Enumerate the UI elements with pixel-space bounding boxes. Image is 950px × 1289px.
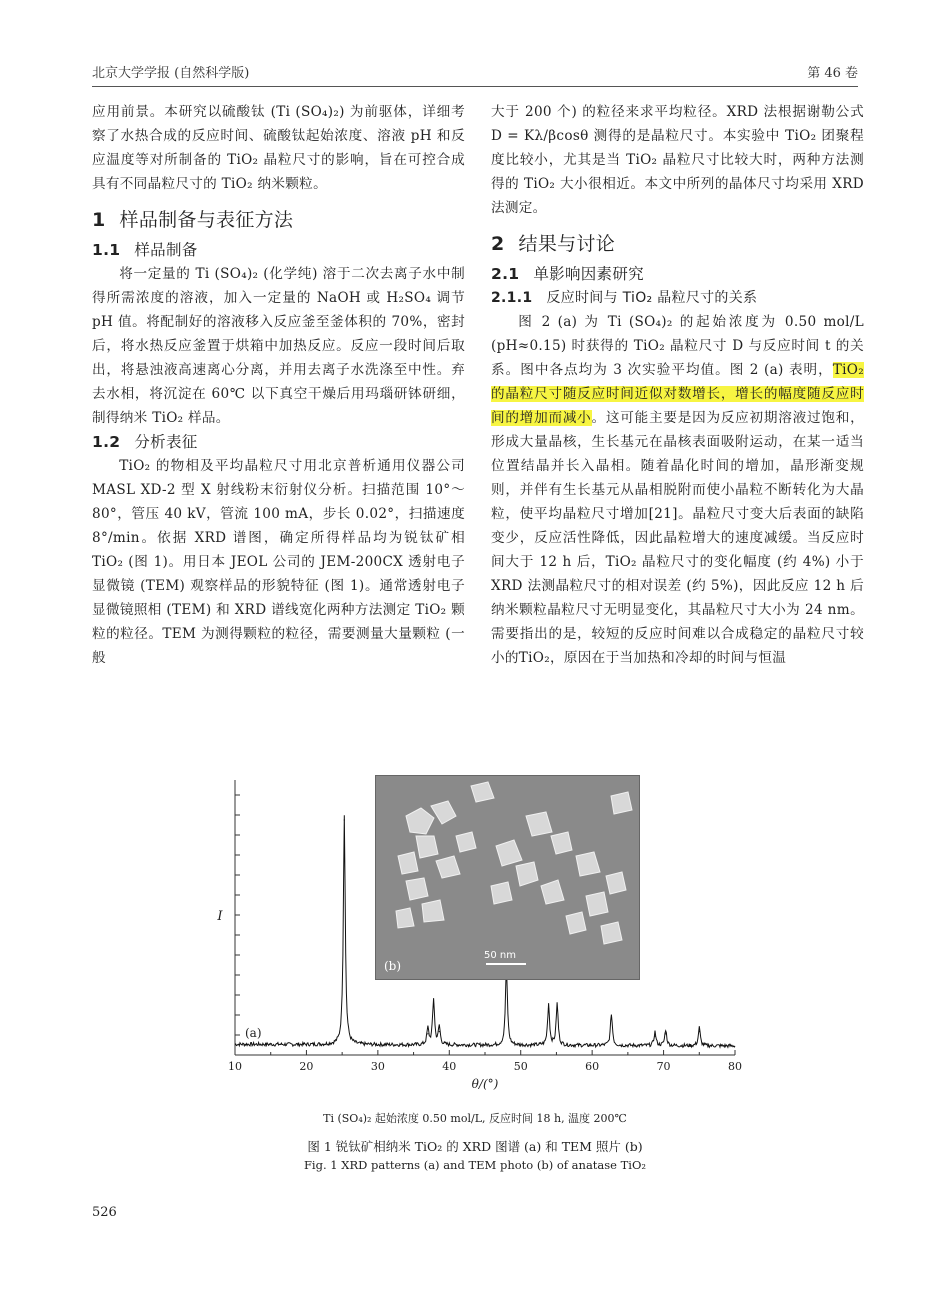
scale-bar xyxy=(486,963,526,965)
xrd-peak-point xyxy=(439,1031,440,1032)
figure-1 xyxy=(180,770,780,1110)
section-1-1-heading xyxy=(92,238,465,262)
x-tick-label: 60 xyxy=(585,1060,600,1073)
header-rule xyxy=(92,86,858,87)
xrd-peak-point xyxy=(557,1008,558,1009)
section-number: 1 xyxy=(92,209,106,231)
section-title: 结果与讨论 xyxy=(518,233,616,255)
xrd-peak-point xyxy=(611,1017,612,1018)
page-number: 526 xyxy=(92,1205,117,1220)
section-title: 反应时间与 TiO₂ 晶粒尺寸的关系 xyxy=(546,290,758,306)
text-run: 图 2 (a) 为 Ti (SO₄)₂ 的起始浓度为 0.50 mol/L (pH≈0.15) 时获得的 TiO₂ 晶粒尺寸 D 与反应时间 t 的关系。图中各点均为 3 次实验平均值。图 2 (a) 表明， xyxy=(491,314,864,378)
right-column xyxy=(491,100,864,670)
panel-b-label: (b) xyxy=(384,959,402,973)
highlighted-text[interactable]: TiO₂ 的晶粒尺寸随反应时间近似对数增长，增长的幅度随反应时间的增加而减小 xyxy=(491,362,864,426)
section-number: 2.1 xyxy=(491,265,520,283)
characterization-paragraph: TiO₂ 的物相及平均晶粒尺寸用北京普析通用仪器公司 MASL XD-2 型 X 射线粉末衍射仪分析。扫描范围 10°～80°，管压 40 kV，管流 100 mA，步长 0.02°，扫描速度 8°/min。依据 XRD 谱图，确定所得样品均为锐钛矿相 TiO₂ (图 1)。用日本 JEOL 公司的 JEM-200CX 透射电子显微镜 (TEM) 观察样品的形貌特征 (图 1)。通常透射电子显微镜照相 (TEM) 和 XRD 谱线宽化两种方法测定 TiO₂ 颗粒的粒径。TEM 为测得颗粒的粒径，需要测量大量颗粒 (一般 xyxy=(92,458,465,666)
y-axis-label: I xyxy=(217,909,223,924)
volume-label: 第 46 卷 xyxy=(807,66,858,81)
section-number: 2.1.1 xyxy=(491,290,533,306)
section-title: 样品制备与表征方法 xyxy=(119,209,294,231)
figure-caption-en: Fig. 1 XRD patterns (a) and TEM photo (b) of anatase TiO₂ xyxy=(303,1158,647,1172)
xrd-peak-point xyxy=(427,1033,428,1034)
section-number: 1.2 xyxy=(92,433,121,451)
section-number: 1.1 xyxy=(92,241,121,259)
reaction-time-paragraph xyxy=(491,310,864,670)
section-title: 分析表征 xyxy=(134,433,198,451)
tem-particles xyxy=(376,776,639,979)
left-column xyxy=(92,100,465,670)
figure-caption-cn: 图 1 锐钛矿相纳米 TiO₂ 的 XRD 图谱 (a) 和 TEM 照片 (b) xyxy=(307,1139,643,1154)
section-2-1-heading xyxy=(491,262,864,286)
x-tick-label: 10 xyxy=(228,1060,242,1073)
x-tick-label: 80 xyxy=(728,1060,742,1073)
x-tick-label: 40 xyxy=(442,1060,457,1073)
scale-bar-label: 50 nm xyxy=(484,950,516,961)
text-run: 。这可能主要是因为反应初期溶液过饱和，形成大量晶核，生长基元在晶核表面吸附运动，在某一适当位置结晶并长入晶相。随着晶化时间的增加，晶形渐变规则，并伴有生长基元从晶相脱附而使小晶粒不断转化为大晶粒，使平均晶粒尺寸增加[21]。晶粒尺寸变大后表面的缺陷变少，反应活性降低，因此晶粒增大的速度减缓。当反应时间大于 12 h 后，TiO₂ 晶粒尺寸的变化幅度 (约 4%) 小于 XRD 法测晶粒尺寸的相对误差 (约 5%)，因此反应 12 h 后纳米颗粒晶粒尺寸无明显变化，其晶粒尺寸大小为 24 nm。需要指出的是，较短的反应时间难以合成稳定的晶粒尺寸较小的TiO₂，原因在于当加热和冷却的时间与恒温 xyxy=(491,410,864,666)
section-title: 样品制备 xyxy=(134,241,198,259)
x-tick-label: 20 xyxy=(299,1060,314,1073)
intro-paragraph: 应用前景。本研究以硫酸钛 (Ti (SO₄)₂) 为前驱体，详细考察了水热合成的反应时间、硫酸钛起始浓度、溶液 pH 和反应温度等对所制备的 TiO₂ 晶粒尺寸的影响，旨在可控合成具有不同晶粒尺寸的 TiO₂ 纳米颗粒。 xyxy=(92,104,465,192)
x-tick-label: 50 xyxy=(513,1060,528,1073)
xrd-peak-point xyxy=(344,819,345,820)
running-header xyxy=(92,62,858,84)
continued-paragraph: 大于 200 个) 的粒径来求平均粒径。XRD 法根据谢勒公式 D = Kλ/βcosθ 测得的是晶粒尺寸。本实验中 TiO₂ 团聚程度比较小，尤其是当 TiO₂ 晶粒尺寸比较大时，两种方法测得的 TiO₂ 大小很相近。本文中所列的晶体尺寸均采用 XRD 法测定。 xyxy=(491,104,864,216)
x-axis-label: θ/(°) xyxy=(471,1077,499,1091)
figure-condition: Ti (SO₄)₂ 起始浓度 0.50 mol/L, 反应时间 18 h, 温度 200℃ xyxy=(323,1112,627,1125)
panel-a-label: (a) xyxy=(245,1026,262,1040)
section-number: 2 xyxy=(491,233,505,255)
x-tick-label: 30 xyxy=(370,1060,385,1073)
xrd-peak-point xyxy=(665,1033,666,1034)
x-tick-label: 70 xyxy=(656,1060,671,1073)
xrd-peak-point xyxy=(548,1008,549,1009)
section-1-heading xyxy=(92,208,465,232)
tem-photo xyxy=(375,775,640,980)
section-2-heading xyxy=(491,232,864,256)
section-1-2-heading xyxy=(92,430,465,454)
xrd-peak-point xyxy=(699,1031,700,1032)
journal-name: 北京大学学报 (自然科学版) xyxy=(92,66,250,81)
preparation-paragraph: 将一定量的 Ti (SO₄)₂ (化学纯) 溶于二次去离子水中制得所需浓度的溶液，加入一定量的 NaOH 或 H₂SO₄ 调节 pH 值。将配制好的溶液移入反应釜至釜体积的 70%，密封后，将水热反应釜置于烘箱中加热反应。反应一段时间后取出，将悬浊液高速离心分离，并用去离子水洗涤至中性。弃去水相，将沉淀在 60℃ 以下真空干燥后用玛瑙研钵研细，制得纳米 TiO₂ 样品。 xyxy=(92,266,465,426)
xrd-peak-point xyxy=(654,1036,655,1037)
xrd-peak-point xyxy=(433,1003,434,1004)
section-title: 单影响因素研究 xyxy=(533,265,644,283)
section-2-1-1-heading xyxy=(491,286,864,310)
